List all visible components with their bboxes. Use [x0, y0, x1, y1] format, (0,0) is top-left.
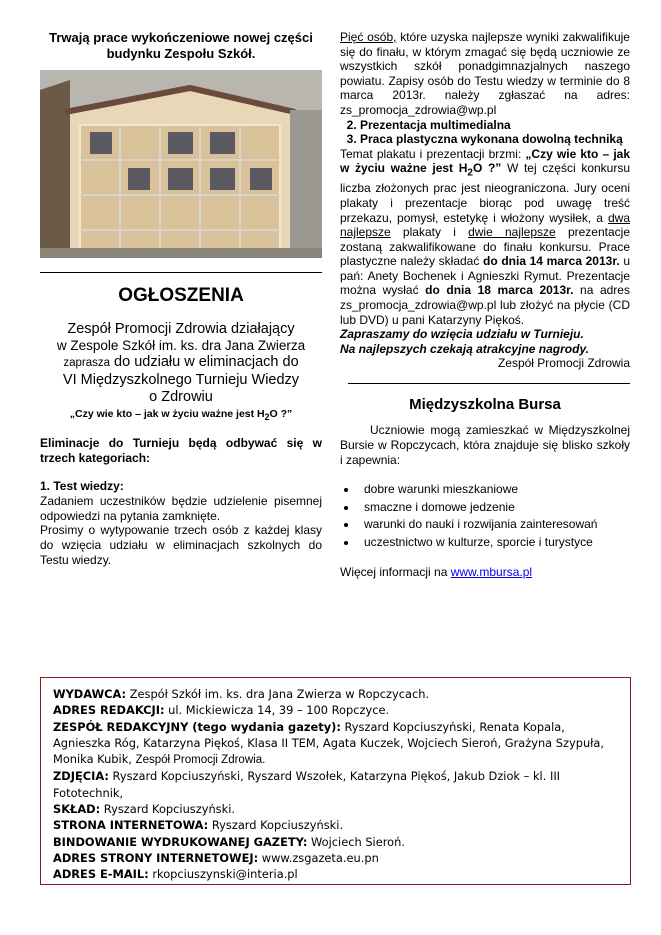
divider — [348, 383, 630, 384]
invite-word: zaprasza — [63, 357, 111, 369]
binding-line — [53, 834, 620, 850]
label: ZDJĘCIA: — [53, 769, 109, 784]
label: BINDOWANIE WYDRUKOWANEJ GAZETY: — [53, 834, 308, 849]
list-item: • uczestnictwo w kulturze, sporcie i turystyce — [358, 534, 630, 552]
intro-line-1: Zespół Promocji Zdrowia działający — [67, 321, 295, 337]
website-author-line — [53, 817, 620, 833]
bursa-text: Uczniowie mogą zamieszkać w Międzyszkolnej Bursie w Ropczycach, która znajduje się blisko szkoły i zapewnia: — [340, 423, 630, 467]
left-column — [40, 30, 322, 567]
more-info — [340, 565, 630, 580]
publisher-box — [40, 677, 631, 885]
intro-line-5: o Zdrowiu — [149, 389, 213, 405]
bursa-list — [340, 481, 630, 551]
quote-a: „Czy wie kto – jak w życiu ważne jest H — [69, 408, 265, 420]
category-1: 1. Test wiedzy: — [40, 479, 124, 494]
categories-list — [340, 118, 630, 147]
label: WYDAWCA: — [53, 687, 127, 701]
building-photo — [40, 70, 322, 258]
value: Zespół Szkół im. ks. dra Jana Zwierza w Ropczycach. — [126, 687, 430, 701]
quote-b: O ?” — [269, 408, 293, 420]
right-column — [340, 30, 630, 580]
category-2: 2. Prezentacja multimedialna — [360, 118, 630, 133]
label: STRONA INTERNETOWA: — [53, 818, 209, 833]
invite-line-1: Zapraszamy do wzięcia udziału w Turnieju. — [340, 327, 584, 342]
theme-h: u pań: Anety Bochenek i Agnieszki Rymut. Prezentacje można wysłać — [340, 254, 630, 298]
category-3: 3. Praca plastyczna wykonana dowolną techniką — [360, 132, 630, 147]
invite-rest: do udziału w eliminacjach do — [110, 354, 299, 370]
theme-a: Temat plakatu i prezentacji brzmi: — [340, 146, 526, 161]
quote-line — [40, 408, 322, 422]
label: SKŁAD: — [53, 802, 101, 817]
theme-b: „Czy wie kto – jak w życiu ważne jest H — [340, 146, 631, 176]
theme-sub: 2 — [467, 167, 473, 179]
theme-d: W tej części konkursu liczba złożonych prac jest nieograniczona. Jury oceni plakaty i prezentacje biorąc pod uwagę treść przekazu, pomysł, estetykę i włożony wysiłek, a — [340, 161, 631, 225]
test-request: Prosimy o wytypowanie trzech osób z każdej klasy do wzięcia udziału w eliminacjach szkolnych do Testu wiedzy. — [40, 523, 322, 567]
label: ADRES REDAKCJI: — [53, 703, 165, 718]
team-line — [53, 719, 620, 769]
quote-sub: 2 — [264, 412, 270, 423]
address-line — [53, 702, 620, 718]
publisher-line — [53, 686, 620, 702]
photos-line — [53, 768, 620, 801]
label: ZESPÓŁ REDAKCYJNY (tego wydania gazety): — [53, 719, 341, 734]
theme-u2: dwie najlepsze — [468, 225, 556, 240]
value: rkopciuszynski@interia.pl — [148, 867, 298, 882]
theme-j: na adres zs_promocja_zdrowia@wp.pl lub złożyć na płycie (CD lub DVD) u pani Katarzyny Piękoś. — [340, 283, 630, 327]
photo-title: Trwają prace wykończeniowe nowej części budynku Zespołu Szkół. — [49, 30, 313, 61]
signature: Zespół Promocji Zdrowia — [497, 356, 630, 371]
label: ADRES E-MAIL: — [53, 867, 149, 882]
value: Ryszard Kopciuszyński. — [100, 802, 235, 817]
value: www.zsgazeta.eu.pn — [258, 850, 379, 865]
intro-line-4: VI Międzyszkolnego Turnieju Wiedzy — [62, 372, 300, 388]
divider — [40, 272, 322, 273]
theme-u1: dwa najlepsze — [340, 210, 630, 240]
value: Ryszard Kopciuszyński. — [208, 818, 344, 833]
test-description: Zadaniem uczestników będzie udzielenie pisemnej odpowiedzi na pytania zamknięte. — [40, 494, 322, 523]
label: ADRES STRONY INTERNETOWEJ: — [53, 850, 259, 865]
bursa-heading: Międzyszkolna Bursa — [409, 396, 561, 414]
value: Wojciech Sieroń. — [307, 834, 405, 849]
bursa-link[interactable]: www.mbursa.pl — [450, 565, 533, 580]
value: Ryszard Kopciuszyński, Renata Kopala, Agnieszka Róg, Katarzyna Piękoś, Klasa II TEM, Agata Kuczek, Wojciech Sieroń, Grażyna Szypuła, Monika Kubik, — [53, 719, 605, 767]
eliminations-text: Eliminacje do Turnieju będą odbywać się w trzech kategoriach: — [40, 436, 322, 465]
intro-line-2: w Zespole Szkół im. ks. dra Jana Zwierza — [56, 338, 306, 353]
theme-text — [340, 147, 630, 328]
value: ul. Mickiewicza 14, 39 – 100 Ropczyce. — [164, 703, 390, 718]
theme-c: O ?” — [472, 161, 502, 176]
announcements-heading: OGŁOSZENIA — [118, 285, 244, 306]
theme-g: do dnia 14 marca 2013r. — [483, 254, 620, 269]
finals-text — [340, 30, 630, 118]
list-item: • dobre warunki mieszkaniowe — [358, 481, 630, 499]
theme-f: prezentacje zostaną zakwalifikowane do finału konkursu. Prace plastyczne należy składać — [340, 225, 630, 269]
theme-e: plakaty i — [390, 225, 469, 240]
five-people: Pięć osób, — [340, 30, 397, 44]
website-line — [53, 850, 620, 866]
value: Ryszard Kopciuszyński, Ryszard Wszołek, Katarzyna Piękoś, Jakub Dziok – kl. III Fototechnik, — [53, 769, 561, 800]
list-item: • smaczne i domowe jedzenie — [358, 499, 630, 517]
intro-line-3 — [40, 354, 322, 372]
more-text: Więcej informacji na — [340, 565, 451, 580]
email-line — [53, 866, 620, 882]
value: Zespół Promocji Zdrowia. — [135, 754, 266, 767]
list-item: • warunki do nauki i rozwijania zainteresowań — [358, 516, 630, 534]
layout-line — [53, 801, 620, 817]
finals-rest: które uzyska najlepsze wyniki zakwalifikuje się do finału, w którym zmagać się będą uczniowie ze wszystkich szkół ponadgimnazjalnych naszego powiatu. Zapisy osób do Testu wiedzy w terminie do 8 marca 2013r. należy zgłaszać na adres: zs_promocja_zdrowia@wp.pl — [340, 30, 630, 117]
theme-i: do dnia 18 marca 2013r. — [425, 283, 574, 298]
invite-line-2: Na najlepszych czekają atrakcyjne nagrody. — [340, 341, 590, 356]
